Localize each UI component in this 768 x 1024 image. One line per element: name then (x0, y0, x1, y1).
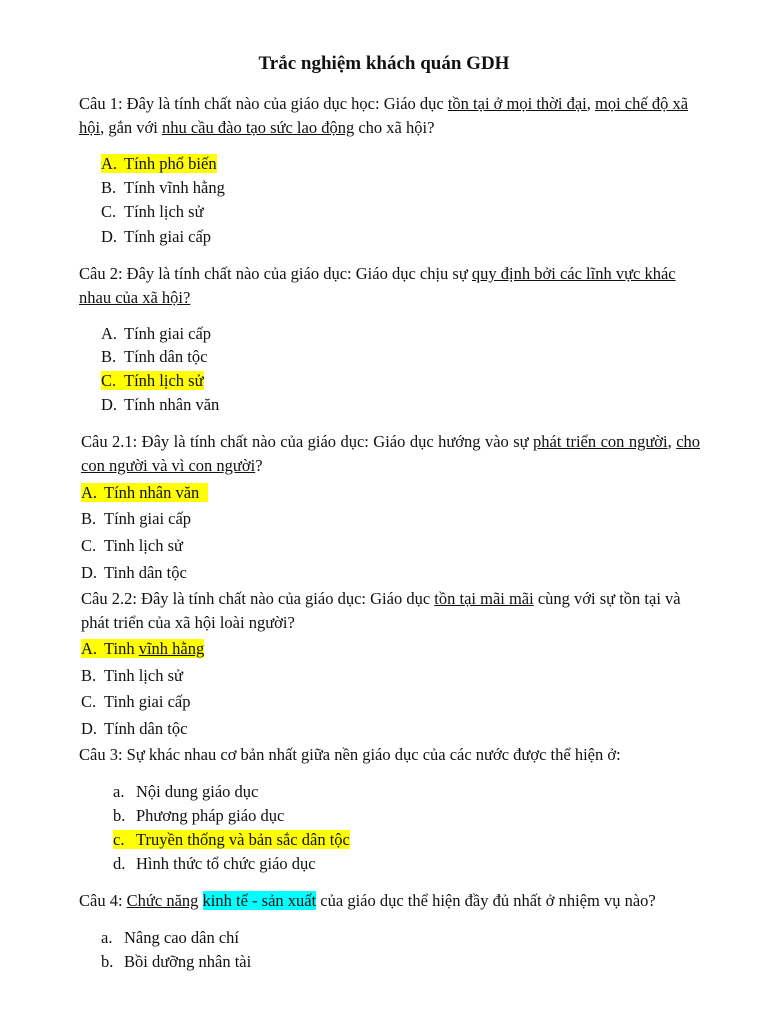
page-title: Trắc nghiệm khách quán GDH (258, 53, 510, 74)
q2-option-d: D. Tính nhân văn (101, 395, 220, 414)
question-4: Câu 4: Chức năng kinh tế - sản xuất của giáo dục thể hiện đầy đủ nhất ở nhiệm vụ nào? (79, 891, 656, 910)
q4-option-b: b. Bồi dưỡng nhân tài (101, 952, 252, 971)
question-3: Câu 3: Sự khác nhau cơ bản nhất giữa nền giáo dục của các nước được thể hiện ở: (79, 745, 621, 764)
q3-option-c: c. Truyền thống và bản sắc dân tộc (113, 830, 350, 849)
q2-option-a: A. Tính giai cấp (101, 324, 212, 343)
question-2-2: Câu 2.2: Đây là tính chất nào của giáo dục: Giáo dục tồn tại mãi mãi cùng với sự tồn tại và phát triển của xã hội loài người? (81, 589, 681, 632)
q3-option-a: a. Nội dung giáo dục (113, 782, 259, 801)
q3-option-d: d. Hình thức tổ chức giáo dục (113, 854, 316, 873)
q1-option-c: C. Tính lịch sử (101, 202, 204, 221)
question-1: Câu 1: Đây là tính chất nào của giáo dục học: Giáo dục tồn tại ở mọi thời đại, mọi chế độ xã hội, gắn với nhu cầu đào tạo sức lao động cho xã hội? (79, 94, 689, 137)
q21-option-d: D. Tinh dân tộc (81, 563, 187, 582)
q2-option-c: C. Tính lịch sử (101, 371, 204, 390)
q21-option-c: C. Tinh lịch sử (81, 536, 183, 555)
q1-option-b: B. Tính vĩnh hằng (101, 178, 225, 197)
q22-option-b: B. Tinh lịch sử (81, 666, 183, 685)
question-2-1: Câu 2.1: Đây là tính chất nào của giáo dục: Giáo dục hướng vào sự phát triển con người, cho con người và vì con người? (81, 432, 701, 475)
q4-option-a: a. Nâng cao dân chí (101, 928, 239, 947)
q1-option-a: A. Tính phổ biến (101, 154, 217, 173)
q22-option-d: D. Tính dân tộc (81, 719, 188, 738)
q2-option-b: B. Tính dân tộc (101, 347, 208, 366)
q22-option-c: C. Tinh giai cấp (81, 692, 191, 711)
q3-option-b: b. Phương pháp giáo dục (113, 806, 285, 825)
q21-option-b: B. Tính giai cấp (81, 509, 192, 528)
q22-option-a: A. Tinh vĩnh hằng (81, 639, 205, 658)
question-2: Câu 2: Đây là tính chất nào của giáo dục: Giáo dục chịu sự quy định bởi các lĩnh vực khác nhau của xã hội? (79, 264, 676, 307)
q21-option-a: A. Tính nhân văn (81, 483, 208, 502)
q1-option-d: D. Tính giai cấp (101, 227, 212, 246)
